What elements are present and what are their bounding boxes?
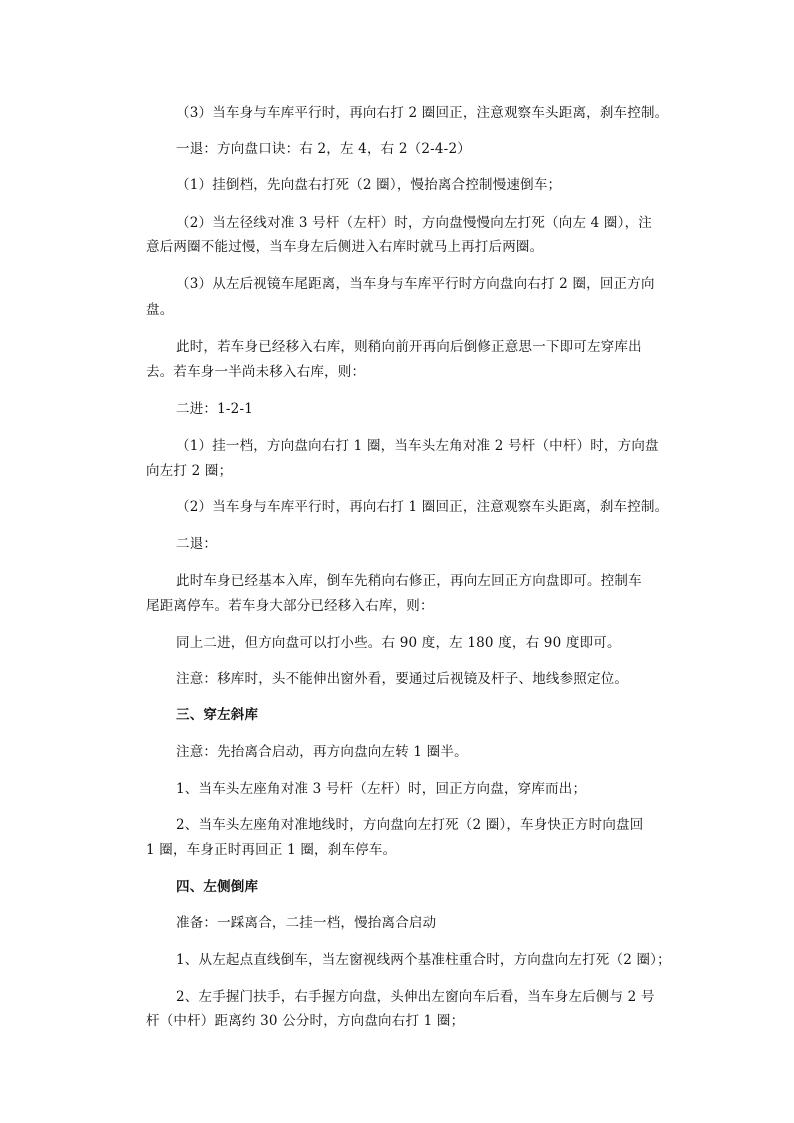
paragraph-line: （1）挂一档，方向盘向右打 1 圈，当车头左角对准 2 号杆（中杆）时，方向盘 [176,438,659,454]
paragraph-line: （1）挂倒档，先向盘右打死（2 圈），慢抬离合控制慢速倒车； [176,177,562,193]
paragraph-line: 准备：一踩离合，二挂一档，慢抬离合启动 [176,915,437,931]
paragraph-line: 此时车身已经基本入库，倒车先稍向右修正，再向左回正方向盘即可。控制车 [176,573,642,589]
paragraph-line: （3）从左后视镜车尾距离，当车身与车库平行时方向盘向右打 2 圈，回正方向 [176,276,655,292]
paragraph-line: 2、左手握门扶手，右手握方向盘，头伸出左窗向车后看，当车身左后侧与 2 号 [176,989,655,1005]
paragraph-line: 2、当车头左座角对准地线时，方向盘向左打死（2 圈），车身快正方时向盘回 [176,817,644,833]
paragraph-line: （3）当车身与车库平行时，再向右打 2 圈回正，注意观察车头距离，刹车控制。 [176,105,669,121]
paragraph-line: 注意：移库时，头不能伸出窗外看，要通过后视镜及杆子、地线参照定位。 [176,671,629,687]
paragraph-line: 二退： [176,536,218,552]
paragraph-line: （2）当左径线对准 3 号杆（左杆）时，方向盘慢慢向左打死（向左 4 圈），注 [176,215,652,231]
paragraph-line: 注意：先抬离合启动，再方向盘向左转 1 圈半。 [176,744,468,760]
paragraph-line: （2）当车身与车库平行时，再向右打 1 圈回正，注意观察车头距离，刹车控制。 [176,499,669,515]
paragraph-line: 同上二进，但方向盘可以打小些。右 90 度，左 180 度，右 90 度即可。 [176,635,621,651]
paragraph-line: 1 圈，车身正时再回正 1 圈，刹车停车。 [146,842,397,858]
paragraph-line: 1、当车头左座角对准 3 号杆（左杆）时，回正方向盘，穿库而出； [176,781,587,797]
paragraph-line: 盘。 [146,302,174,318]
paragraph-line: 杆（中杆）距离约 30 公分时，方向盘向右打 1 圈； [146,1013,465,1029]
paragraph-line: 此时，若车身已经移入右库，则稍向前开再向后倒修正意思一下即可左穿库出 [176,339,642,355]
paragraph-line: 1、从左起点直线倒车，当左窗视线两个基准柱重合时，方向盘向左打死（2 圈）； [176,952,671,968]
paragraph-line: 意后两圈不能过慢，当车身左后侧进入右库时就马上再打后两圈。 [146,239,544,255]
paragraph-line: 尾距离停车。若车身大部分已经移入右库，则： [146,598,434,614]
paragraph-line: 一退：方向盘口诀：右 2，左 4，右 2（2-4-2） [176,141,471,157]
section-heading: 四、左侧倒库 [176,879,259,895]
paragraph-line: 去。若车身一半尚未移入右库，则： [146,364,366,380]
paragraph-line: 二进：1-2-1 [176,401,253,417]
section-heading: 三、穿左斜库 [176,707,259,723]
paragraph-line: 向左打 2 圈； [146,463,233,479]
